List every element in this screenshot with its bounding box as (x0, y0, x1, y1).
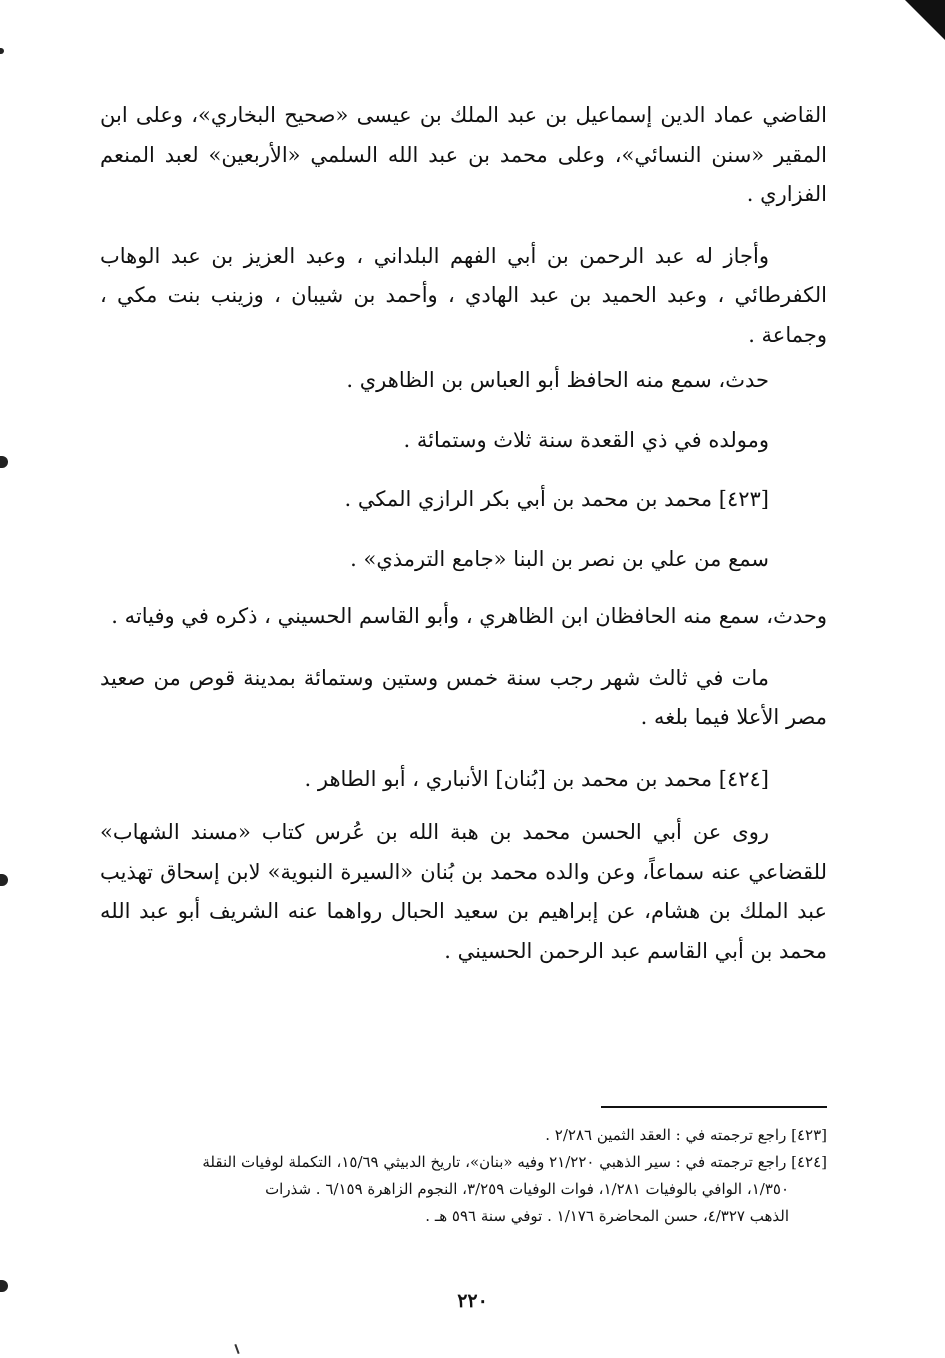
paragraph: حدث، سمع منه الحافظ أبو العباس بن الظاهري . (346, 368, 769, 392)
footnote-424-continuation: ١/٣٥٠، الوافي بالوفيات ١/٢٨١، فوات الوفيات ٣/٢٥٩، النجوم الزاهرة ٦/١٥٩ . شذرات (265, 1180, 789, 1198)
paragraph: وأجاز له عبد الرحمن بن أبي الفهم البلداني ، وعبد العزيز بن عبد الوهاب الكفرطائي ، وعبد الحميد بن عبد الهادي ، وأحمد بن شيبان ، وزينب بنت مكي ، وجماعة . (100, 243, 827, 347)
footnotes (100, 1122, 827, 1230)
paragraph: ومولده في ذي القعدة سنة ثلاث وستمائة . (403, 427, 769, 452)
paragraph: سمع من علي بن نصر بن البنا «جامع الترمذي» . (350, 546, 769, 571)
entry-heading-424: [٤٢٤] محمد بن محمد بن [بُنان] الأنباري ، أبو الطاهر . (304, 766, 769, 791)
scan-corner-mark (905, 0, 945, 40)
paragraph: القاضي عماد الدين إسماعيل بن عبد الملك بن عيسى «صحيح البخاري»، وعلى ابن المقير «سنن النسائي»، وعلى محمد بن عبد الله السلمي «الأربعين» لعبد المنعم الفزاري . (100, 103, 827, 206)
scan-edge-mark (0, 48, 4, 54)
entry-heading-423: [٤٢٣] محمد بن محمد بن أبي بكر الرازي المكي . (344, 487, 769, 511)
paragraph: وحدث، سمع منه الحافظان ابن الظاهري ، وأبو القاسم الحسيني ، ذكره في وفياته . (111, 604, 827, 628)
footnote-423: [٤٢٣] راجع ترجمته في : العقد الثمين ٢/٢٨٦ . (545, 1126, 827, 1144)
main-text (100, 96, 827, 971)
footnote-424-continuation: الذهب ٤/٣٢٧، حسن المحاضرة ١/١٧٦ . توفي سنة ٥٩٦ هـ . (425, 1207, 789, 1225)
scan-mark (234, 1344, 239, 1354)
scan-edge-mark (0, 874, 8, 886)
paragraph: مات في ثالث شهر رجب سنة خمس وستين وستمائة بمدينة قوص من صعيد مصر الأعلا فيما بلغه . (100, 665, 827, 729)
paragraph: روى عن أبي الحسن محمد بن هبة الله بن عُرس كتاب «مسند الشهاب» للقضاعي عنه سماعاً، وعن والده محمد بن بُنان «السيرة النبوية» لابن إسحاق تهذيب عبد الملك بن هشام، عن إبراهيم بن سعيد الحبال رواهما عنه الشريف أبو عبد الله محمد بن أبي القاسم عبد الرحمن الحسيني . (100, 820, 827, 963)
page-number: ٢٢٠ (457, 1290, 488, 1312)
footnote-424: [٤٢٤] راجع ترجمته في : سير الذهبي ٢١/٢٢٠ وفيه «بنان»، تاريخ الدبيثي ١٥/٦٩، التكملة لوفيات النقلة (202, 1153, 827, 1171)
footnote-divider (601, 1106, 827, 1108)
scan-edge-mark (0, 456, 8, 468)
